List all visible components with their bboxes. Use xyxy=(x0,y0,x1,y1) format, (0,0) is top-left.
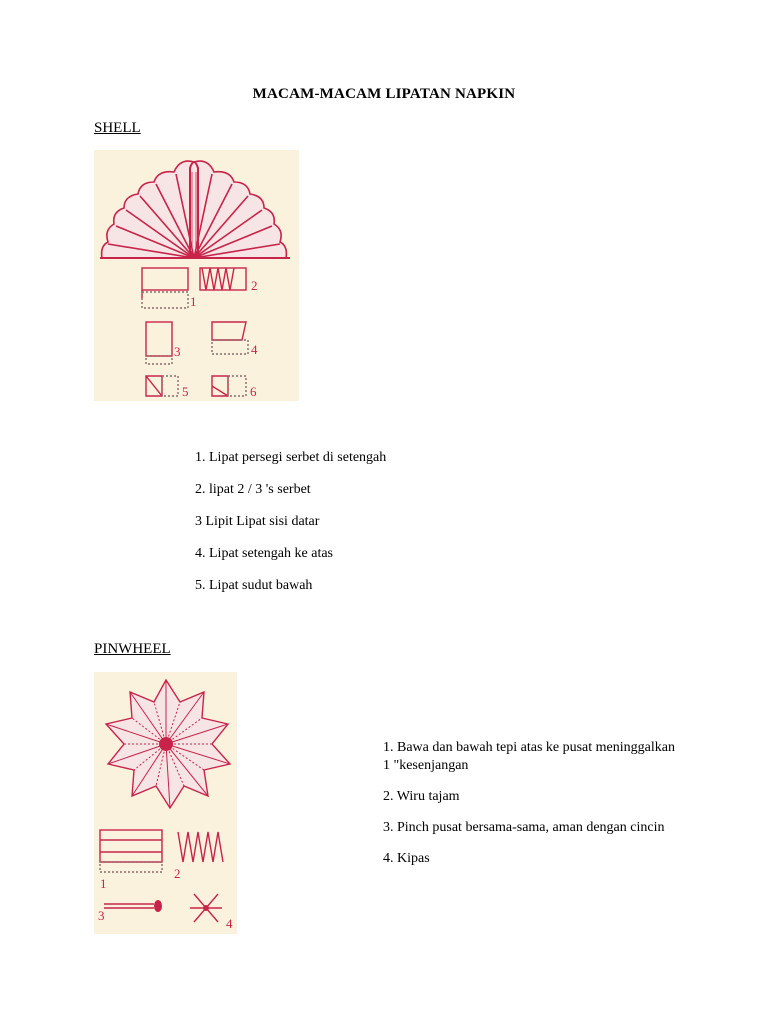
section-heading-pinwheel: PINWHEEL xyxy=(94,641,171,657)
pinwheel-step-label-4: 4 xyxy=(226,916,233,931)
shell-step-label-6: 6 xyxy=(250,384,257,399)
pinwheel-steps-list xyxy=(383,739,683,881)
shell-step-label-4: 4 xyxy=(251,342,258,357)
pinwheel-step-label-2: 2 xyxy=(174,866,181,881)
shell-steps-list xyxy=(195,449,455,609)
pinwheel-step: 1. Bawa dan bawah tepi atas ke pusat meninggalkan 1 "kesenjangan xyxy=(383,740,675,773)
shell-step-label-1: 1 xyxy=(190,294,197,309)
shell-step: 5. Lipat sudut bawah xyxy=(195,578,313,593)
shell-step: 3 Lipit Lipat sisi datar xyxy=(195,514,320,529)
shell-step: 1. Lipat persegi serbet di setengah xyxy=(195,450,387,465)
section-heading-shell: SHELL xyxy=(94,120,141,136)
pinwheel-fold-diagram xyxy=(94,672,237,934)
shell-fold-diagram xyxy=(94,150,299,401)
pinwheel-step-label-3: 3 xyxy=(98,908,105,923)
shell-step-label-2: 2 xyxy=(251,278,258,293)
pinwheel-step: 3. Pinch pusat bersama-sama, aman dengan cincin xyxy=(383,820,665,835)
shell-step-label-3: 3 xyxy=(174,344,181,359)
pinwheel-step: 4. Kipas xyxy=(383,851,430,866)
shell-step: 4. Lipat setengah ke atas xyxy=(195,546,334,561)
page-title: MACAM-MACAM LIPATAN NAPKIN xyxy=(252,86,516,102)
pinwheel-step-label-1: 1 xyxy=(100,876,107,891)
shell-fold-illustration xyxy=(94,150,299,401)
pinwheel-step: 2. Wiru tajam xyxy=(383,789,460,804)
shell-step: 2. lipat 2 / 3 's serbet xyxy=(195,482,311,497)
shell-step-label-5: 5 xyxy=(182,384,189,399)
pinwheel-fold-illustration xyxy=(94,672,237,934)
